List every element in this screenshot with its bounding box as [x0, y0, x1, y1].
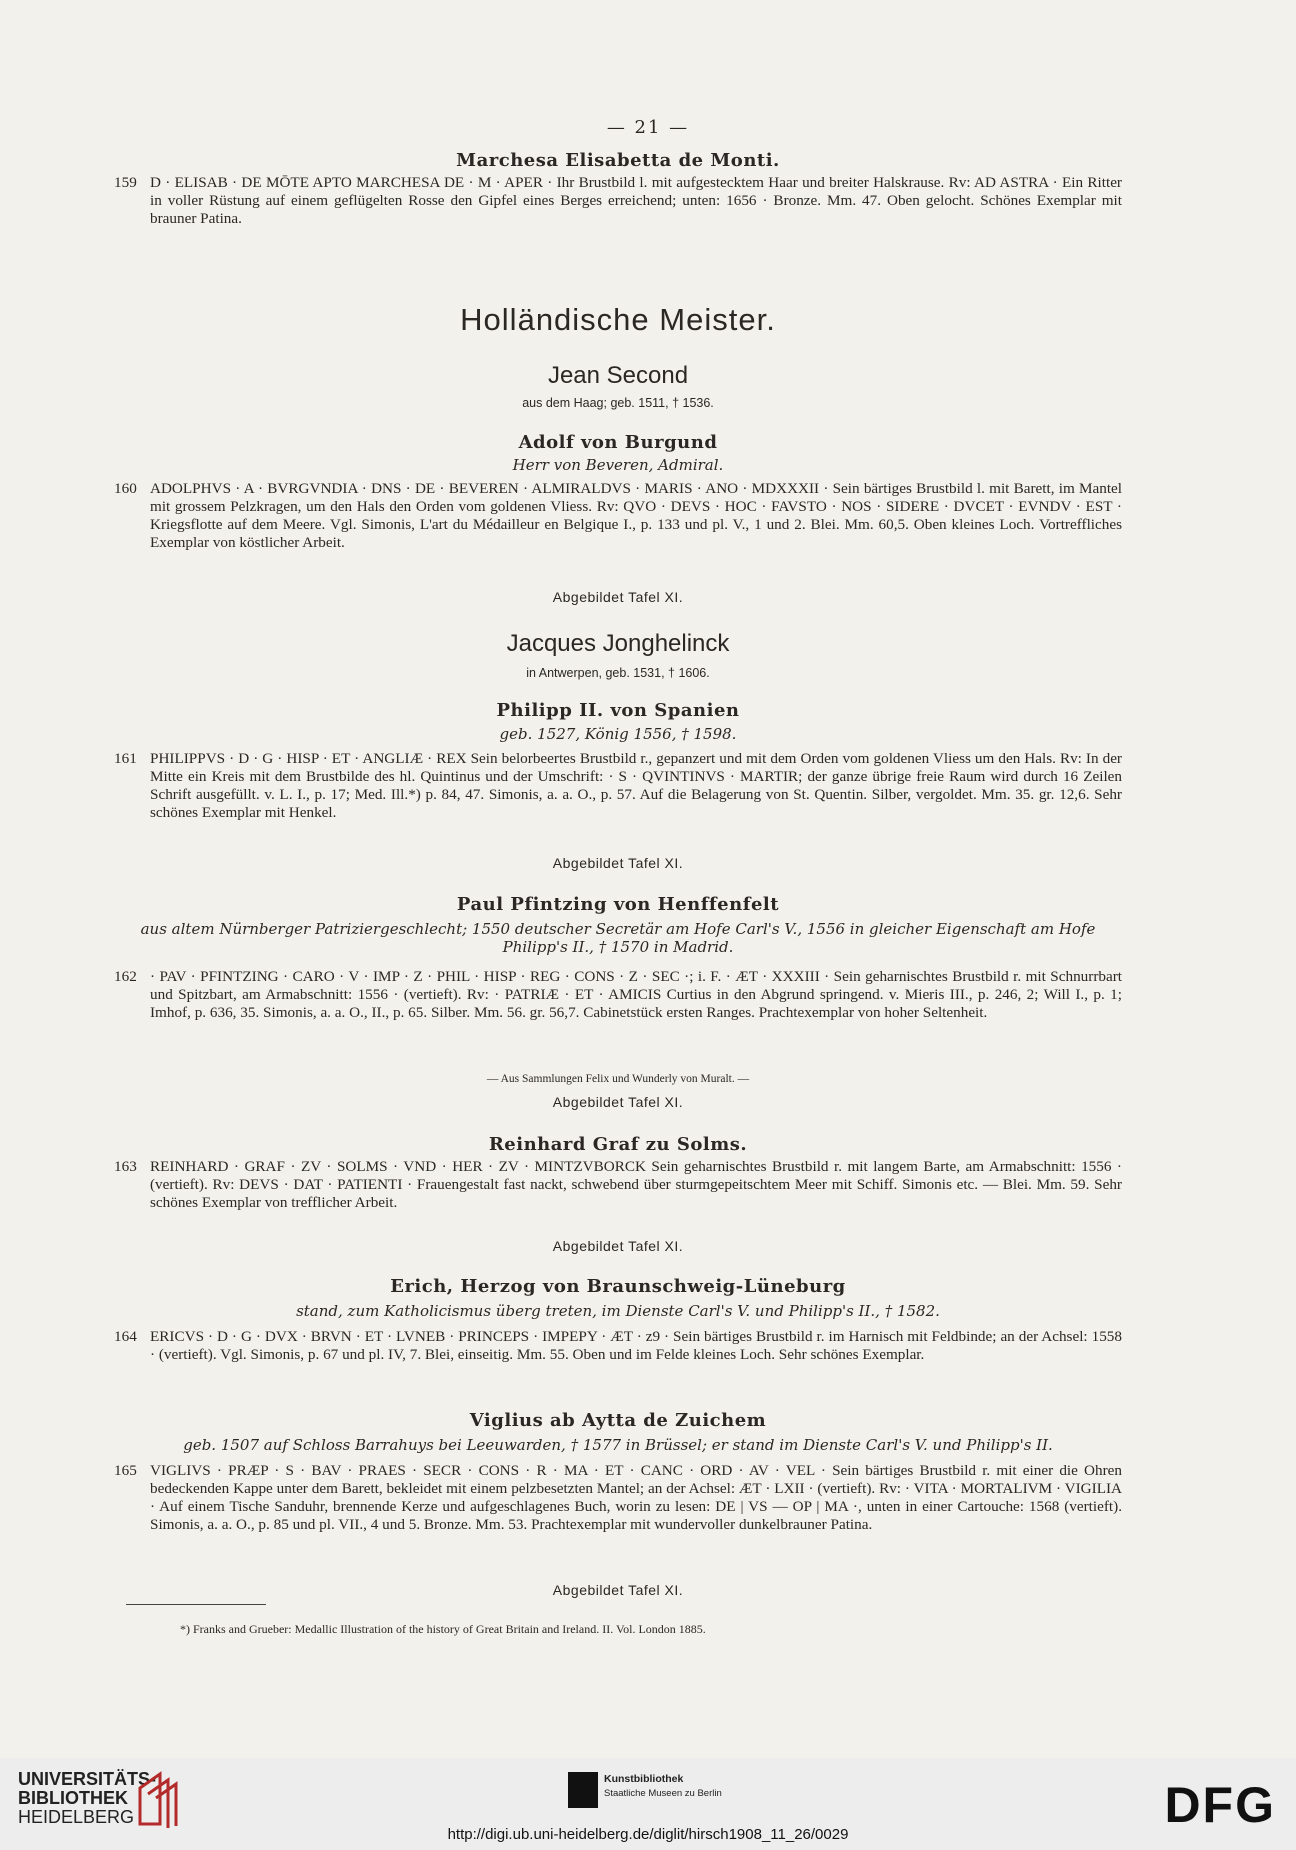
- source-url-link[interactable]: http://digi.ub.uni-heidelberg.de/diglit/hirsch1908_11_26/0029: [447, 1826, 849, 1843]
- entry-number: 163: [114, 1158, 137, 1175]
- entry-text: · PAV · PFINTZING · CARO · V · IMP · Z · PHIL · HISP · REG · CONS · Z · SEC ·; i. F. · ÆT · XXXIII · Sein geharnischtes Brustbild r. mit Schnurrbart und Spitzbart, am Armabschnitt: 1556 · (vertieft). Rv: · PATRIÆ · ET · AMICIS Curtius in den Abgrund springend. v. Mieris III., p. 246, 2; Will I., p. 1; Imhof, p. 636, 35. Simonis, a. a. O., II., p. 65. Silber. Mm. 56. gr. 56,7. Cabinetstück ersten Ranges. Prachtexemplar von hoher Seltenheit.: [150, 968, 1122, 1021]
- artist-info-jonghelinck: in Antwerpen, geb. 1531, † 1606.: [526, 666, 710, 680]
- entry-number: 161: [114, 750, 137, 767]
- dfg-logo[interactable]: DFG: [1164, 1777, 1276, 1833]
- section-subtitle-adolf: Herr von Beveren, Admiral.: [512, 456, 724, 474]
- ub-heidelberg-icon: [130, 1768, 182, 1830]
- section-subtitle-pfintzing: aus altem Nürnberger Patriziergeschlecht; 1550 deutscher Secretär am Hofe Carl's V., 1556 in gleicher Eigenschaft am Hofe Philipp's II., † 1570 in Madrid.: [140, 920, 1096, 956]
- kunstbibliothek-label[interactable]: [604, 1772, 722, 1801]
- ub-line2: BIBLIOTHEK: [18, 1788, 128, 1808]
- section-title-philipp: Philipp II. von Spanien: [496, 700, 740, 721]
- entry-163: [114, 1158, 1122, 1212]
- entry-number: 159: [114, 174, 137, 191]
- entry-number: 160: [114, 480, 137, 497]
- artist-info-second: aus dem Haag; geb. 1511, † 1536.: [522, 396, 714, 410]
- entry-text: VIGLIVS · PRÆP · S · BAV · PRAES · SECR · CONS · R · MA · ET · CANC · ORD · AV · VEL · Sein bärtiges Brustbild r. mit einer die Ohren bedeckenden Kappe unter dem Barett, bekleidet mit einem pelzbesetzten Mantel; an der Achsel: ÆT · LXII · (vertieft). Rv: · VITA · MORTALIVM · VIGILIA · Auf einem Tische Sanduhr, brennende Kerze und aufgeschlagenes Buch, worin zu lesen: DE | VS — OP | MA ·, unten in einer Cartouche: 1568 (vertieft). Simonis, a. a. O., p. 85 und pl. VII., 4 und 5. Bronze. Mm. 53. Prachtexemplar mit wundervoller dunkelbrauner Patina.: [150, 1462, 1122, 1533]
- section-title-erich: Erich, Herzog von Braunschweig-Lüneburg: [390, 1276, 846, 1297]
- section-title-monti: Marchesa Elisabetta de Monti.: [456, 150, 780, 171]
- entry-159: [114, 174, 1122, 228]
- section-subtitle-philipp: geb. 1527, König 1556, † 1598.: [499, 725, 737, 743]
- footnote-divider: [126, 1604, 266, 1605]
- entry-number: 165: [114, 1462, 137, 1479]
- kb-title: Kunstbibliothek: [604, 1773, 684, 1785]
- entry-text: ERICVS · D · G · DVX · BRVN · ET · LVNEB · PRINCEPS · IMPEPY · ÆT · z9 · Sein bärtiges Brustbild r. im Harnisch mit Feldbinde; an der Achsel: 1558 · (vertieft). Vgl. Simonis, p. 67 und pl. IV, 7. Blei, einseitig. Mm. 55. Oben und im Felde kleines Loch. Sehr schönes Exemplar.: [150, 1328, 1122, 1363]
- entry-165: [114, 1462, 1122, 1534]
- entry-text: PHILIPPVS · D · G · HISP · ET · ANGLIÆ · REX Sein belorbeertes Brustbild r., gepanzert und mit dem Orden vom goldenen Vliess um den Hals. Rv: In der Mitte ein Kreis mit dem Brustbilde des hl. Quintinus und der Umschrift: · S · QVINTINVS · MARTIR; der ganze übrige freie Raum wird durch 16 Zeilen Schrift ausgefüllt. v. L. I., p. 17; Med. Ill.*) p. 84, 47. Simonis, a. a. O., p. 57. Auf die Belagerung von St. Quentin. Silber, vergoldet. Mm. 35. gr. 12,6. Sehr schönes Exemplar mit Henkel.: [150, 750, 1122, 821]
- digitization-footer: [0, 1758, 1296, 1850]
- plate-reference: Abgebildet Tafel XI.: [552, 855, 684, 871]
- section-title-adolf: Adolf von Burgund: [518, 432, 718, 453]
- entry-162: [114, 968, 1122, 1022]
- kb-subtitle: Staatliche Museen zu Berlin: [604, 1788, 722, 1799]
- artist-name-second: Jean Second: [547, 362, 689, 389]
- plate-reference: Abgebildet Tafel XI.: [552, 1238, 684, 1254]
- section-title-solms: Reinhard Graf zu Solms.: [488, 1134, 748, 1155]
- artist-name-jonghelinck: Jacques Jonghelinck: [506, 630, 730, 657]
- section-title-pfintzing: Paul Pfintzing von Henffenfelt: [456, 894, 780, 915]
- entry-161: [114, 750, 1122, 822]
- ub-line1: UNIVERSITÄTS-: [18, 1769, 157, 1789]
- section-subtitle-erich: stand, zum Katholicismus überg treten, im Dienste Carl's V. und Philipp's II., † 1582.: [296, 1302, 940, 1320]
- entry-number: 162: [114, 968, 137, 985]
- entry-text: ADOLPHVS · A · BVRGVNDIA · DNS · DE · BEVEREN · ALMIRALDVS · MARIS · ANO · MDXXXII · Sein bärtiges Brustbild l. mit Barett, im Mantel mit grossem Pelzkragen, um den Hals den Orden vom goldenen Vliess. Rv: QVO · DEVS · HOC · FAVSTO · NOS · SIDERE · DVCET · EVNDV · EST · Kriegsflotte auf dem Meere. Vgl. Simonis, L'art du Médailleur en Belgique I., p. 133 und pl. V., 1 und 2. Blei. Mm. 60,5. Oben kleines Loch. Vortreffliches Exemplar von köstlicher Arbeit.: [150, 480, 1122, 551]
- provenance-note: — Aus Sammlungen Felix und Wunderly von Muralt. —: [486, 1073, 750, 1085]
- plate-reference: Abgebildet Tafel XI.: [552, 1094, 684, 1110]
- footnote: *) Franks and Grueber: Medallic Illustration of the history of Great Britain and Ireland. II. Vol. London 1885.: [180, 1622, 706, 1636]
- entry-text: D · ELISAB · DE MŌTE APTO MARCHESA DE · M · APER · Ihr Brustbild l. mit aufgestecktem Haar und breiter Halskrause. Rv: AD ASTRA · Ein Ritter in voller Rüstung auf einem geflügelten Rosse den Gipfel eines Berges erreichend; unten: 1656 · Bronze. Mm. 47. Oben gelocht. Schönes Exemplar mit brauner Patina.: [150, 174, 1122, 227]
- plate-reference: Abgebildet Tafel XI.: [552, 589, 684, 605]
- kunstbibliothek-icon: [568, 1772, 598, 1808]
- entry-text: REINHARD · GRAF · ZV · SOLMS · VND · HER · ZV · MINTZVBORCK Sein geharnischtes Brustbild r. mit langem Barte, am Armabschnitt: 1556 · (vertieft). Rv: DEVS · DAT · PATIENTI · Frauengestalt fast nackt, schwebend über sturmgepeitschtem Meer mit Schiff. Simonis etc. — Blei. Mm. 59. Sehr schönes Exemplar von trefflicher Arbeit.: [150, 1158, 1122, 1211]
- main-heading: Holländische Meister.: [460, 302, 776, 337]
- entry-164: [114, 1328, 1122, 1364]
- page-number: — 21 —: [606, 117, 690, 138]
- section-title-viglius: Viglius ab Aytta de Zuichem: [469, 1410, 767, 1431]
- section-subtitle-viglius: geb. 1507 auf Schloss Barrahuys bei Leeuwarden, † 1577 in Brüssel; er stand im Dienste Carl's V. und Philipp's II.: [183, 1436, 1053, 1454]
- plate-reference: Abgebildet Tafel XI.: [552, 1582, 684, 1598]
- entry-number: 164: [114, 1328, 137, 1345]
- entry-160: [114, 480, 1122, 552]
- ub-line3: HEIDELBERG: [18, 1807, 135, 1827]
